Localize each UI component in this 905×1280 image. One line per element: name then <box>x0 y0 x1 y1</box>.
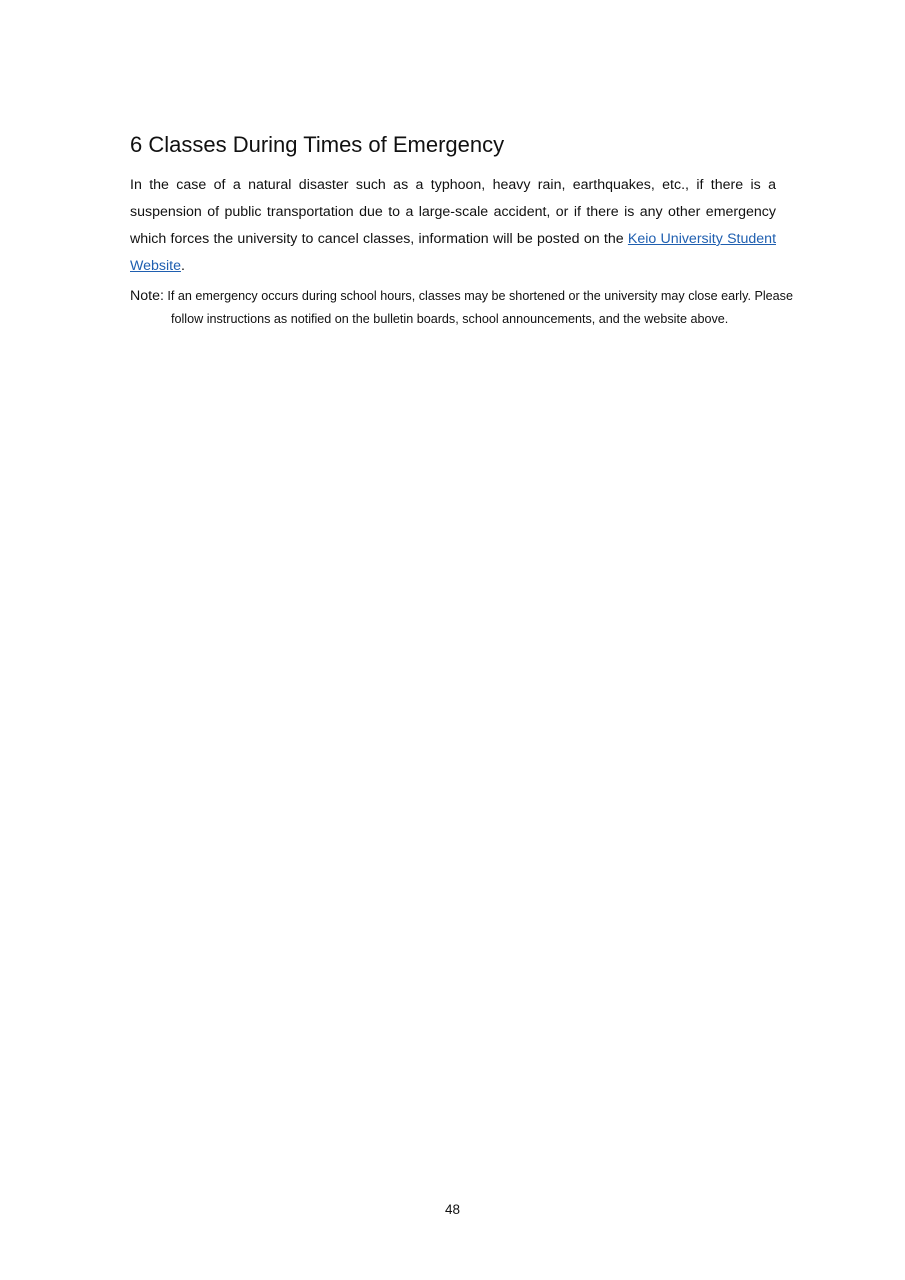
section-heading: 6 Classes During Times of Emergency <box>130 132 505 157</box>
note-block <box>130 285 821 330</box>
note-label: Note: <box>130 288 164 304</box>
emergency-paragraph <box>130 172 776 280</box>
paragraph-text: In the case of a natural disaster such as a typhoon, heavy rain, earthquakes, etc., if there is a suspension of public transportation due to a large-scale accident, or if there is any other emergency which forces the university to cancel classes, information will be posted on the <box>130 177 776 247</box>
page-number: 48 <box>444 1202 461 1217</box>
paragraph-trailing: . <box>181 258 185 274</box>
student-website-link[interactable]: Keio University Student Website <box>130 231 777 274</box>
note-text: If an emergency occurs during school hours, classes may be shortened or the university may close early. Please follow instructions as notified on the bulletin boards, school announcements, and the website above. <box>167 289 793 326</box>
